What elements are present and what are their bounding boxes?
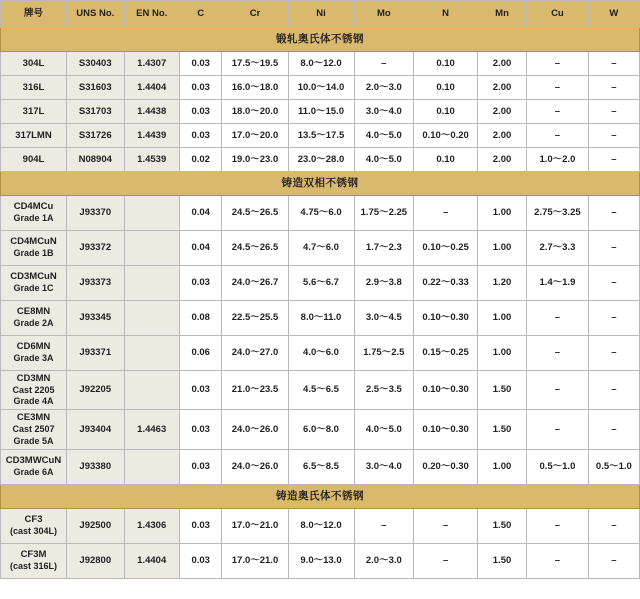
- cell-uns: J92800: [67, 543, 125, 578]
- cell-mn: 1.20: [478, 266, 527, 301]
- cell-mn: 2.00: [478, 100, 527, 124]
- table-row: [1, 508, 640, 543]
- cell-w: 0.5～1.0: [588, 449, 639, 484]
- cell-n: 0.15～0.25: [414, 336, 478, 371]
- cell-uns: J93373: [67, 266, 125, 301]
- cell-uns: N08904: [67, 148, 125, 172]
- cell-en: 1.4439: [124, 124, 179, 148]
- cell-mo: 1.7～2.3: [354, 231, 414, 266]
- cell-en: 1.4306: [124, 508, 179, 543]
- table-row: [1, 371, 640, 410]
- cell-ni: 23.0～28.0: [288, 148, 354, 172]
- cell-cu: –: [527, 301, 589, 336]
- cell-mn: 2.00: [478, 52, 527, 76]
- cell-n: 0.22～0.33: [414, 266, 478, 301]
- grade-name: CF3M: [20, 549, 47, 561]
- grade-name: 317LMN: [15, 129, 52, 141]
- cell-c: 0.03: [179, 266, 222, 301]
- cell-mo: 4.0～5.0: [354, 410, 414, 449]
- grade-name: CD4MCu: [13, 201, 54, 213]
- cell-en: 1.4539: [124, 148, 179, 172]
- column-header-cu: Cu: [527, 1, 589, 28]
- cell-c: 0.06: [179, 336, 222, 371]
- grade-name: CE8MN: [16, 306, 51, 318]
- cell-ni: 4.0～6.0: [288, 336, 354, 371]
- section-header-row: [1, 172, 640, 196]
- cell-en: 1.4404: [124, 543, 179, 578]
- grade-name: 316L: [22, 81, 45, 93]
- cell-cr: 24.0～26.0: [222, 449, 288, 484]
- column-header-c: C: [179, 1, 222, 28]
- cell-en: 1.4463: [124, 410, 179, 449]
- cell-cr: 24.5～26.5: [222, 231, 288, 266]
- cell-c: 0.03: [179, 410, 222, 449]
- cell-cr: 17.0～21.0: [222, 543, 288, 578]
- cell-cr: 18.0～20.0: [222, 100, 288, 124]
- cell-en: [124, 371, 179, 410]
- cell-grade: [1, 76, 67, 100]
- grade-subname: Grade 1A: [13, 213, 54, 224]
- cell-grade: [1, 100, 67, 124]
- cell-uns: J93380: [67, 449, 125, 484]
- grade-subname: Grade 3A: [13, 353, 54, 364]
- section-header-row: [1, 28, 640, 52]
- cell-mn: 1.00: [478, 336, 527, 371]
- column-header-n: N: [414, 1, 478, 28]
- cell-cr: 24.0～27.0: [222, 336, 288, 371]
- cell-c: 0.03: [179, 100, 222, 124]
- cell-en: 1.4307: [124, 52, 179, 76]
- cell-ni: 4.7～6.0: [288, 231, 354, 266]
- cell-n: 0.10～0.30: [414, 371, 478, 410]
- column-header-uns: UNS No.: [67, 1, 125, 28]
- grade-name: CF3: [24, 514, 43, 526]
- cell-mn: 1.00: [478, 301, 527, 336]
- cell-n: 0.20～0.30: [414, 449, 478, 484]
- cell-cr: 17.5～19.5: [222, 52, 288, 76]
- grade-subname: Grade 2A: [13, 318, 54, 329]
- cell-w: –: [588, 124, 639, 148]
- cell-grade: [1, 410, 67, 449]
- grade-subname: Grade 1B: [13, 248, 54, 259]
- cell-c: 0.03: [179, 52, 222, 76]
- section-title: 锻轧奥氏体不锈钢: [1, 28, 640, 52]
- cell-uns: S31726: [67, 124, 125, 148]
- cell-w: –: [588, 76, 639, 100]
- cell-n: 0.10～0.20: [414, 124, 478, 148]
- cell-cu: –: [527, 76, 589, 100]
- table-row: [1, 266, 640, 301]
- column-header-cr: Cr: [222, 1, 288, 28]
- cell-uns: J93370: [67, 196, 125, 231]
- cell-w: –: [588, 301, 639, 336]
- cell-mo: 2.9～3.8: [354, 266, 414, 301]
- column-header-mn: Mn: [478, 1, 527, 28]
- cell-c: 0.04: [179, 196, 222, 231]
- header-row: [1, 1, 640, 28]
- grade-subname: Cast 2205 Grade 4A: [12, 384, 55, 407]
- cell-n: 0.10: [414, 52, 478, 76]
- cell-mn: 1.00: [478, 231, 527, 266]
- cell-en: [124, 266, 179, 301]
- cell-en: [124, 196, 179, 231]
- cell-c: 0.02: [179, 148, 222, 172]
- cell-cr: 22.5～25.5: [222, 301, 288, 336]
- cell-mo: 4.0～5.0: [354, 124, 414, 148]
- cell-ni: 11.0～15.0: [288, 100, 354, 124]
- column-header-mo: Mo: [354, 1, 414, 28]
- cell-cu: 1.4～1.9: [527, 266, 589, 301]
- cell-cu: 2.75～3.25: [527, 196, 589, 231]
- cell-grade: [1, 148, 67, 172]
- cell-n: 0.10: [414, 100, 478, 124]
- cell-cr: 19.0～23.0: [222, 148, 288, 172]
- cell-cu: 0.5～1.0: [527, 449, 589, 484]
- cell-en: [124, 231, 179, 266]
- grade-name: CD3MCuN: [10, 271, 57, 283]
- cell-cr: 24.5～26.5: [222, 196, 288, 231]
- cell-en: 1.4404: [124, 76, 179, 100]
- section-title: 铸造奥氏体不锈钢: [1, 484, 640, 508]
- cell-ni: 4.75～6.0: [288, 196, 354, 231]
- cell-mn: 1.50: [478, 508, 527, 543]
- cell-mn: 1.00: [478, 196, 527, 231]
- cell-w: –: [588, 543, 639, 578]
- cell-en: [124, 449, 179, 484]
- cell-w: –: [588, 231, 639, 266]
- cell-mn: 1.50: [478, 371, 527, 410]
- cell-mn: 1.50: [478, 543, 527, 578]
- cell-en: [124, 301, 179, 336]
- cell-uns: J93404: [67, 410, 125, 449]
- cell-mo: 1.75～2.5: [354, 336, 414, 371]
- cell-uns: J92205: [67, 371, 125, 410]
- cell-cu: –: [527, 100, 589, 124]
- cell-mn: 2.00: [478, 76, 527, 100]
- cell-cu: –: [527, 124, 589, 148]
- cell-n: 0.10: [414, 76, 478, 100]
- cell-mo: 2.5～3.5: [354, 371, 414, 410]
- cell-c: 0.03: [179, 371, 222, 410]
- cell-c: 0.03: [179, 543, 222, 578]
- cell-uns: S31703: [67, 100, 125, 124]
- column-header-ni: Ni: [288, 1, 354, 28]
- cell-c: 0.03: [179, 76, 222, 100]
- cell-n: –: [414, 508, 478, 543]
- cell-cu: 2.7～3.3: [527, 231, 589, 266]
- cell-grade: [1, 52, 67, 76]
- cell-grade: [1, 371, 67, 410]
- grade-name: 904L: [22, 153, 45, 165]
- cell-w: –: [588, 508, 639, 543]
- table-row: [1, 76, 640, 100]
- table-row: [1, 449, 640, 484]
- cell-ni: 8.0～12.0: [288, 508, 354, 543]
- grade-subname: Cast 2507 Grade 5A: [12, 424, 55, 446]
- cell-mo: –: [354, 508, 414, 543]
- table-row: [1, 100, 640, 124]
- grade-name: CD4MCuN: [10, 236, 57, 248]
- cell-cu: –: [527, 410, 589, 449]
- cell-cu: –: [527, 371, 589, 410]
- grade-name: CD3MN: [16, 373, 51, 384]
- cell-uns: S30403: [67, 52, 125, 76]
- cell-ni: 9.0～13.0: [288, 543, 354, 578]
- cell-w: –: [588, 100, 639, 124]
- cell-n: 0.10: [414, 148, 478, 172]
- cell-cu: –: [527, 543, 589, 578]
- cell-cr: 17.0～21.0: [222, 508, 288, 543]
- cell-en: 1.4438: [124, 100, 179, 124]
- table-row: [1, 301, 640, 336]
- cell-w: –: [588, 410, 639, 449]
- cell-ni: 4.5～6.5: [288, 371, 354, 410]
- grade-name: CD6MN: [16, 341, 51, 353]
- cell-n: 0.10～0.30: [414, 410, 478, 449]
- cell-mo: 2.0～3.0: [354, 543, 414, 578]
- cell-c: 0.03: [179, 508, 222, 543]
- cell-cr: 21.0～23.5: [222, 371, 288, 410]
- cell-grade: [1, 124, 67, 148]
- cell-ni: 5.6～6.7: [288, 266, 354, 301]
- cell-mn: 2.00: [478, 124, 527, 148]
- cell-n: 0.10～0.30: [414, 301, 478, 336]
- cell-n: –: [414, 196, 478, 231]
- cell-w: –: [588, 371, 639, 410]
- cell-uns: J93371: [67, 336, 125, 371]
- grade-name: CD3MWCuN: [5, 455, 62, 467]
- cell-grade: [1, 336, 67, 371]
- table-row: [1, 336, 640, 371]
- cell-ni: 6.0～8.0: [288, 410, 354, 449]
- cell-mo: 3.0～4.0: [354, 449, 414, 484]
- column-header-grade: 牌号: [1, 1, 67, 28]
- column-header-w: W: [588, 1, 639, 28]
- cell-mo: 4.0～5.0: [354, 148, 414, 172]
- table-row: [1, 52, 640, 76]
- cell-c: 0.04: [179, 231, 222, 266]
- cell-grade: [1, 266, 67, 301]
- section-header-row: [1, 484, 640, 508]
- grade-subname: (cast 304L): [9, 526, 58, 537]
- grade-name: 304L: [22, 57, 45, 69]
- cell-w: –: [588, 266, 639, 301]
- cell-ni: 8.0～11.0: [288, 301, 354, 336]
- cell-grade: [1, 196, 67, 231]
- table-body: [1, 28, 640, 579]
- grade-name: CE3MN: [16, 412, 51, 424]
- cell-grade: [1, 449, 67, 484]
- table-header: [1, 1, 640, 28]
- cell-cu: –: [527, 52, 589, 76]
- table-row: [1, 148, 640, 172]
- cell-mn: 2.00: [478, 148, 527, 172]
- cell-n: –: [414, 543, 478, 578]
- grade-subname: (cast 316L): [9, 561, 58, 572]
- cell-c: 0.03: [179, 124, 222, 148]
- cell-cu: –: [527, 336, 589, 371]
- cell-mn: 1.50: [478, 410, 527, 449]
- cell-w: –: [588, 148, 639, 172]
- cell-w: –: [588, 336, 639, 371]
- cell-cu: –: [527, 508, 589, 543]
- table-row: [1, 410, 640, 449]
- cell-w: –: [588, 52, 639, 76]
- cell-mo: 3.0～4.5: [354, 301, 414, 336]
- column-header-en: EN No.: [124, 1, 179, 28]
- cell-mn: 1.00: [478, 449, 527, 484]
- cell-mo: 1.75～2.25: [354, 196, 414, 231]
- cell-grade: [1, 301, 67, 336]
- cell-w: –: [588, 196, 639, 231]
- cell-c: 0.08: [179, 301, 222, 336]
- grade-name: 317L: [22, 105, 45, 117]
- cell-uns: S31603: [67, 76, 125, 100]
- cell-ni: 8.0～12.0: [288, 52, 354, 76]
- grade-subname: Grade 6A: [13, 467, 54, 478]
- cell-ni: 10.0～14.0: [288, 76, 354, 100]
- cell-cr: 24.0～26.0: [222, 410, 288, 449]
- table-row: [1, 543, 640, 578]
- cell-grade: [1, 231, 67, 266]
- cell-uns: J93372: [67, 231, 125, 266]
- cell-ni: 6.5～8.5: [288, 449, 354, 484]
- cell-grade: [1, 508, 67, 543]
- cell-ni: 13.5～17.5: [288, 124, 354, 148]
- table-row: [1, 124, 640, 148]
- table-row: [1, 196, 640, 231]
- cell-cu: 1.0～2.0: [527, 148, 589, 172]
- cell-n: 0.10～0.25: [414, 231, 478, 266]
- cell-mo: –: [354, 52, 414, 76]
- grade-subname: Grade 1C: [13, 283, 54, 294]
- cell-cr: 17.0～20.0: [222, 124, 288, 148]
- cell-uns: J93345: [67, 301, 125, 336]
- cell-mo: 3.0～4.0: [354, 100, 414, 124]
- table-row: [1, 231, 640, 266]
- cell-cr: 24.0～26.7: [222, 266, 288, 301]
- cell-en: [124, 336, 179, 371]
- cell-cr: 16.0～18.0: [222, 76, 288, 100]
- cell-grade: [1, 543, 67, 578]
- cell-c: 0.03: [179, 449, 222, 484]
- cell-uns: J92500: [67, 508, 125, 543]
- section-title: 铸造双相不锈钢: [1, 172, 640, 196]
- cell-mo: 2.0～3.0: [354, 76, 414, 100]
